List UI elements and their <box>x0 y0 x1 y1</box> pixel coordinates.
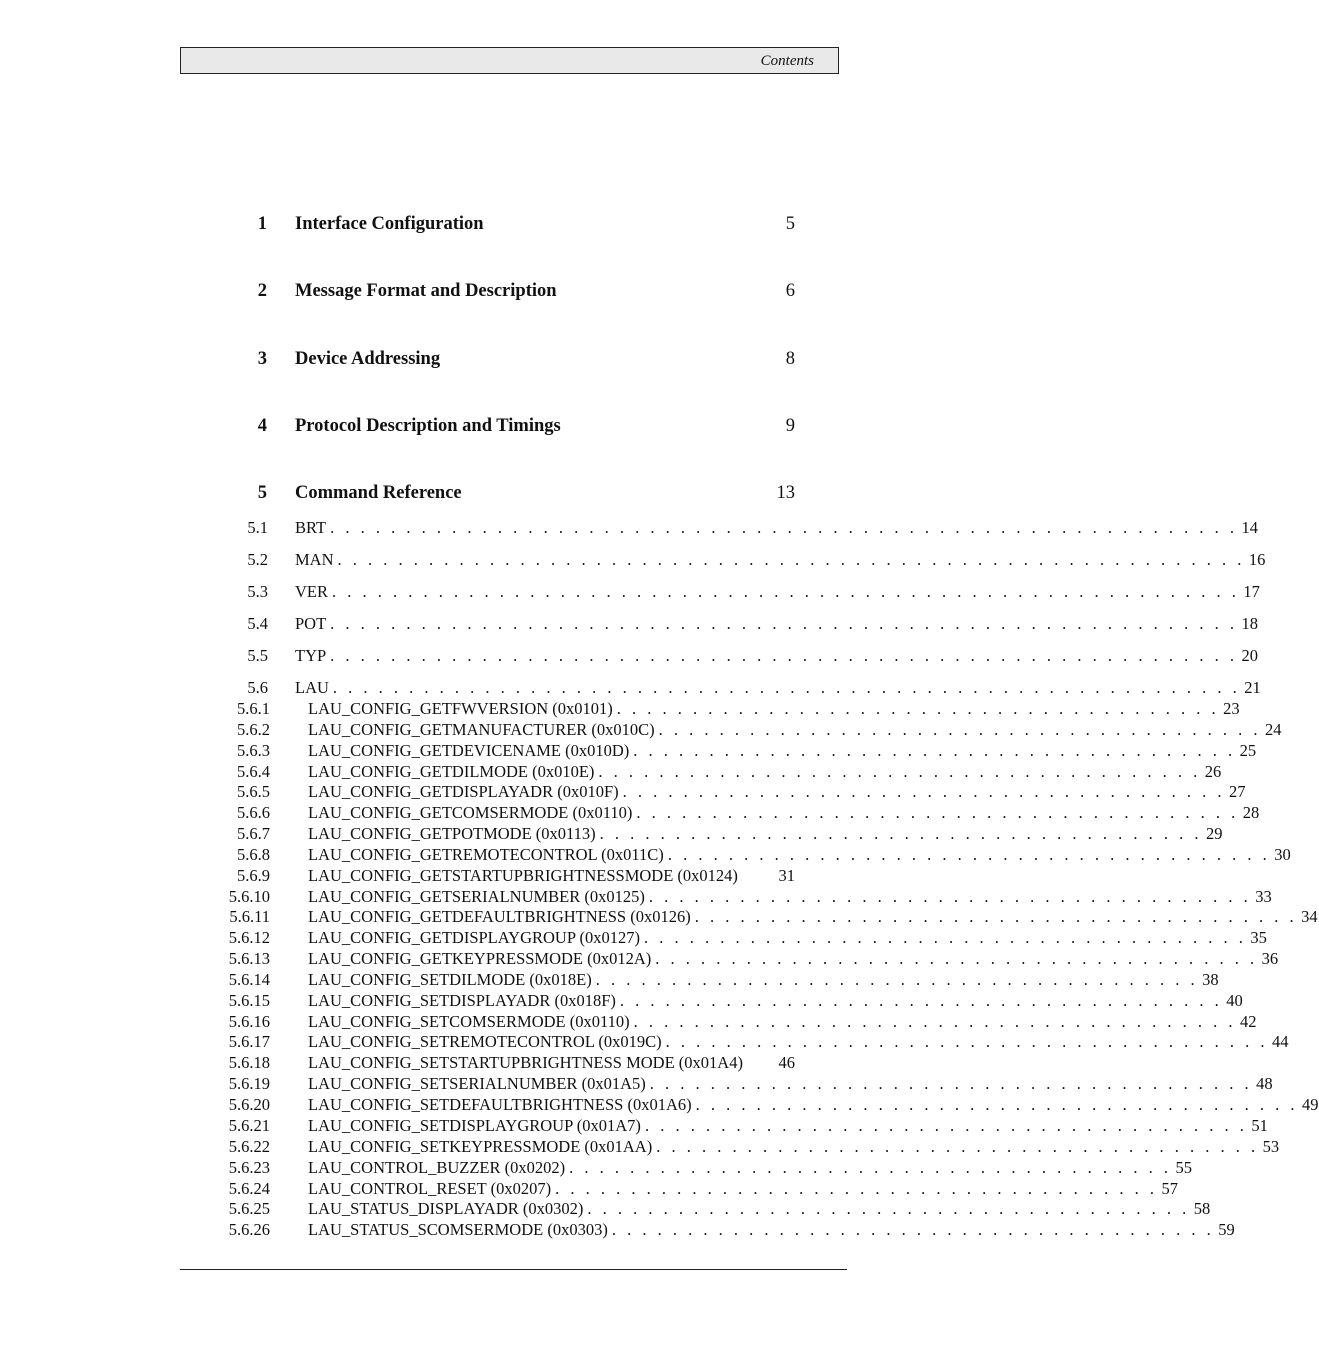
section-title: LAU <box>295 678 329 697</box>
toc-chapter[interactable] <box>0 483 954 509</box>
subsection-title: LAU_CONFIG_SETDILMODE (0x018E) <box>308 970 592 989</box>
toc-subsection[interactable] <box>0 1158 1192 1180</box>
subsection-number: 5.6.20 <box>228 1095 270 1114</box>
subsection-page: 28 <box>1242 803 1260 822</box>
toc-subsection[interactable] <box>0 741 1257 763</box>
dot-leader: . . . . . . . . . . . . . . . . . . . . . . . . . . . . . . . . . . . . . . . . <box>667 845 1271 864</box>
subsection-page: 40 <box>1226 991 1243 1010</box>
subsection-number: 5.6.3 <box>237 741 270 760</box>
section-title: VER <box>295 582 328 601</box>
section-page: 17 <box>1243 582 1260 601</box>
running-header-label: Contents <box>760 53 814 69</box>
dot-leader: . . . . . . . . . . . . . . . . . . . . . . . . . . . . . . . . . . . . . . . . <box>555 1179 1158 1198</box>
toc-section[interactable] <box>0 518 1258 540</box>
chapter-page: 8 <box>785 349 795 369</box>
section-number: 5.5 <box>247 646 268 665</box>
subsection-title: LAU_CONFIG_SETDEFAULTBRIGHTNESS (0x01A6) <box>308 1095 692 1114</box>
dot-leader: . . . . . . . . . . . . . . . . . . . . . . . . . . . . . . . . . . . . . . . . <box>611 1220 1215 1239</box>
section-page: 20 <box>1241 646 1259 665</box>
subsection-title: LAU_STATUS_SCOMSERMODE (0x0303) <box>308 1220 608 1239</box>
toc-subsection[interactable] <box>0 1199 1211 1221</box>
subsection-number: 5.6.16 <box>228 1012 270 1031</box>
toc-subsection[interactable] <box>0 762 1222 784</box>
chapter-number: 1 <box>257 214 267 234</box>
toc-subsection[interactable] <box>0 866 954 888</box>
toc-subsection[interactable] <box>0 1116 1268 1138</box>
subsection-title: LAU_CONTROL_BUZZER (0x0202) <box>308 1158 566 1177</box>
subsection-title: LAU_CONFIG_SETSERIALNUMBER (0x01A5) <box>308 1074 646 1093</box>
dot-leader: . . . . . . . . . . . . . . . . . . . . . . . . . . . . . . . . . . . . . . . . <box>649 1074 1253 1093</box>
subsection-title: LAU_CONFIG_SETDISPLAYADR (0x018F) <box>308 991 616 1010</box>
toc-section[interactable] <box>0 678 1261 700</box>
dot-leader: . . . . . . . . . . . . . . . . . . . . . . . . . . . . . . . . . . . . . . . . <box>636 803 1239 822</box>
subsection-page: 35 <box>1250 928 1267 947</box>
dot-leader <box>738 866 779 886</box>
subsection-number: 5.6.2 <box>237 720 270 739</box>
subsection-number: 5.6.5 <box>237 782 270 801</box>
subsection-title: LAU_CONFIG_SETSTARTUPBRIGHTNESS MODE (0x01A4) <box>308 1053 743 1072</box>
toc-section[interactable] <box>0 646 1259 668</box>
dot-leader: . . . . . . . . . . . . . . . . . . . . . . . . . . . . . . . . . . . . . . . . . . . . . . . . . . . . . . . . . . . . <box>330 614 1238 633</box>
dot-leader: . . . . . . . . . . . . . . . . . . . . . . . . . . . . . . . . . . . . . . . . <box>587 1199 1190 1218</box>
chapter-page: 6 <box>785 281 795 301</box>
subsection-title: LAU_CONFIG_SETCOMSERMODE (0x0110) <box>308 1012 630 1031</box>
toc-subsection[interactable] <box>0 1012 1257 1034</box>
subsection-page: 29 <box>1206 824 1223 843</box>
chapter-page: 9 <box>785 416 795 436</box>
section-number: 5.2 <box>247 550 268 569</box>
toc-subsection[interactable] <box>0 1032 1289 1054</box>
section-title: POT <box>295 614 327 633</box>
dot-leader: . . . . . . . . . . . . . . . . . . . . . . . . . . . . . . . . . . . . . . . . <box>644 1116 1248 1135</box>
toc-subsection[interactable] <box>0 1095 1319 1117</box>
subsection-number: 5.6.17 <box>228 1032 270 1051</box>
dot-leader: . . . . . . . . . . . . . . . . . . . . . . . . . . . . . . . . . . . . . . . . . . . . . . . . . . . . . . . . . . . . <box>332 678 1241 697</box>
subsection-number: 5.6.9 <box>237 866 270 885</box>
chapter-title: Message Format and Description <box>295 281 557 301</box>
subsection-page: 53 <box>1262 1137 1280 1156</box>
section-number: 5.6 <box>247 678 268 697</box>
dot-leader: . . . . . . . . . . . . . . . . . . . . . . . . . . . . . . . . . . . . . . . . <box>598 762 1201 781</box>
toc-subsection[interactable] <box>0 1179 1178 1201</box>
subsection-page: 42 <box>1239 1012 1257 1031</box>
toc-section[interactable] <box>0 582 1260 604</box>
subsection-page: 51 <box>1251 1116 1268 1135</box>
chapter-number: 4 <box>257 416 267 436</box>
subsection-title: LAU_CONFIG_GETSTARTUPBRIGHTNESSMODE (0x0124) <box>308 866 738 885</box>
subsection-number: 5.6.26 <box>228 1220 270 1239</box>
toc-chapter[interactable] <box>0 416 954 442</box>
toc-chapter[interactable] <box>0 281 954 307</box>
dot-leader: . . . . . . . . . . . . . . . . . . . . . . . . . . . . . . . . . . . . . . . . <box>633 1012 1236 1031</box>
toc-subsection[interactable] <box>0 699 1240 721</box>
subsection-number: 5.6.14 <box>228 970 270 989</box>
subsection-number: 5.6.13 <box>228 949 270 968</box>
dot-leader: . . . . . . . . . . . . . . . . . . . . . . . . . . . . . . . . . . . . . . . . <box>595 970 1199 989</box>
subsection-page: 38 <box>1202 970 1219 989</box>
toc-subsection[interactable] <box>0 949 1279 971</box>
toc-chapter[interactable] <box>0 214 954 240</box>
dot-leader <box>743 1053 779 1073</box>
chapter-title: Device Addressing <box>295 349 441 369</box>
subsection-page: 31 <box>778 866 795 885</box>
subsection-title: LAU_CONFIG_GETDISPLAYADR (0x010F) <box>308 782 619 801</box>
toc-subsection[interactable] <box>0 1053 954 1075</box>
subsection-number: 5.6.23 <box>228 1158 270 1177</box>
section-page: 14 <box>1241 518 1258 537</box>
subsection-page: 59 <box>1218 1220 1235 1239</box>
subsection-title: LAU_CONFIG_SETDISPLAYGROUP (0x01A7) <box>308 1116 641 1135</box>
subsection-title: LAU_CONFIG_GETCOMSERMODE (0x0110) <box>308 803 633 822</box>
dot-leader: . . . . . . . . . . . . . . . . . . . . . . . . . . . . . . . . . . . . . . . . <box>633 741 1236 760</box>
subsection-number: 5.6.22 <box>228 1137 270 1156</box>
subsection-title: LAU_CONFIG_GETDEFAULTBRIGHTNESS (0x0126) <box>308 907 691 926</box>
subsection-page: 26 <box>1204 762 1222 781</box>
subsection-page: 36 <box>1261 949 1279 968</box>
subsection-number: 5.6.24 <box>228 1179 270 1198</box>
toc-section[interactable] <box>0 614 1259 636</box>
subsection-title: LAU_CONFIG_GETDILMODE (0x010E) <box>308 762 595 781</box>
subsection-page: 24 <box>1265 720 1282 739</box>
dot-leader: . . . . . . . . . . . . . . . . . . . . . . . . . . . . . . . . . . . . . . . . <box>619 991 1223 1010</box>
subsection-title: LAU_CONFIG_SETKEYPRESSMODE (0x01AA) <box>308 1137 653 1156</box>
dot-leader: . . . . . . . . . . . . . . . . . . . . . . . . . . . . . . . . . . . . . . . . . . . . . . . . . . . . . . . . . . . . <box>330 646 1238 665</box>
subsection-number: 5.6.12 <box>228 928 270 947</box>
subsection-page: 34 <box>1301 907 1318 926</box>
dot-leader: . . . . . . . . . . . . . . . . . . . . . . . . . . . . . . . . . . . . . . . . <box>648 887 1252 906</box>
chapter-number: 2 <box>257 281 267 301</box>
subsection-page: 46 <box>778 1053 795 1072</box>
subsection-title: LAU_CONTROL_RESET (0x0207) <box>308 1179 552 1198</box>
dot-leader: . . . . . . . . . . . . . . . . . . . . . . . . . . . . . . . . . . . . . . . . <box>655 949 1258 968</box>
section-number: 5.1 <box>247 518 268 537</box>
subsection-number: 5.6.1 <box>237 699 270 718</box>
toc-subsection[interactable] <box>0 720 1282 742</box>
toc-section[interactable] <box>0 550 1266 572</box>
subsection-number: 5.6.10 <box>228 887 270 906</box>
dot-leader: . . . . . . . . . . . . . . . . . . . . . . . . . . . . . . . . . . . . . . . . <box>694 907 1298 926</box>
subsection-page: 30 <box>1274 845 1291 864</box>
section-number: 5.4 <box>247 614 268 633</box>
section-title: TYP <box>295 646 327 665</box>
subsection-title: LAU_CONFIG_GETKEYPRESSMODE (0x012A) <box>308 949 652 968</box>
toc-subsection[interactable] <box>0 1137 1280 1159</box>
section-title: BRT <box>295 518 327 537</box>
subsection-title: LAU_CONFIG_GETFWVERSION (0x0101) <box>308 699 613 718</box>
section-number: 5.3 <box>247 582 268 601</box>
toc-subsection[interactable] <box>0 887 1272 909</box>
toc-subsection[interactable] <box>0 1074 1273 1096</box>
subsection-number: 5.6.19 <box>228 1074 270 1093</box>
subsection-title: LAU_CONFIG_GETSERIALNUMBER (0x0125) <box>308 887 645 906</box>
toc-subsection[interactable] <box>0 970 1219 992</box>
subsection-page: 27 <box>1229 782 1246 801</box>
subsection-number: 5.6.4 <box>237 762 270 781</box>
subsection-page: 25 <box>1239 741 1257 760</box>
toc-subsection[interactable] <box>0 1220 1235 1242</box>
subsection-number: 5.6.8 <box>237 845 270 864</box>
dot-leader: . . . . . . . . . . . . . . . . . . . . . . . . . . . . . . . . . . . . . . . . <box>622 782 1225 801</box>
toc-subsection[interactable] <box>0 907 1318 929</box>
chapter-number: 5 <box>257 483 267 503</box>
dot-leader: . . . . . . . . . . . . . . . . . . . . . . . . . . . . . . . . . . . . . . . . <box>658 720 1262 739</box>
chapter-title: Protocol Description and Timings <box>295 416 561 436</box>
section-title: MAN <box>295 550 334 569</box>
toc-subsection[interactable] <box>0 928 1267 950</box>
section-page: 21 <box>1244 678 1261 697</box>
subsection-title: LAU_STATUS_DISPLAYADR (0x0302) <box>308 1199 584 1218</box>
subsection-number: 5.6.6 <box>237 803 270 822</box>
subsection-title: LAU_CONFIG_SETREMOTECONTROL (0x019C) <box>308 1032 662 1051</box>
subsection-title: LAU_CONFIG_GETDEVICENAME (0x010D) <box>308 741 630 760</box>
subsection-page: 49 <box>1302 1095 1319 1114</box>
dot-leader: . . . . . . . . . . . . . . . . . . . . . . . . . . . . . . . . . . . . . . . . <box>569 1158 1172 1177</box>
toc-subsection[interactable] <box>0 845 1291 867</box>
dot-leader: . . . . . . . . . . . . . . . . . . . . . . . . . . . . . . . . . . . . . . . . <box>644 928 1247 947</box>
subsection-page: 57 <box>1161 1179 1178 1198</box>
subsection-title: LAU_CONFIG_GETPOTMODE (0x0113) <box>308 824 596 843</box>
chapter-title: Command Reference <box>295 483 462 503</box>
toc-chapter[interactable] <box>0 349 954 375</box>
dot-leader: . . . . . . . . . . . . . . . . . . . . . . . . . . . . . . . . . . . . . . . . <box>665 1032 1269 1051</box>
subsection-number: 5.6.15 <box>228 991 270 1010</box>
dot-leader: . . . . . . . . . . . . . . . . . . . . . . . . . . . . . . . . . . . . . . . . <box>656 1137 1259 1156</box>
chapter-number: 3 <box>257 349 267 369</box>
dot-leader: . . . . . . . . . . . . . . . . . . . . . . . . . . . . . . . . . . . . . . . . <box>616 699 1220 718</box>
dot-leader: . . . . . . . . . . . . . . . . . . . . . . . . . . . . . . . . . . . . . . . . <box>599 824 1203 843</box>
subsection-number: 5.6.21 <box>228 1116 270 1135</box>
subsection-number: 5.6.25 <box>228 1199 270 1218</box>
chapter-page: 13 <box>776 483 795 503</box>
subsection-title: LAU_CONFIG_GETMANUFACTURER (0x010C) <box>308 720 655 739</box>
subsection-number: 5.6.11 <box>229 907 270 926</box>
chapter-title: Interface Configuration <box>295 214 484 234</box>
dot-leader: . . . . . . . . . . . . . . . . . . . . . . . . . . . . . . . . . . . . . . . . . . . . . . . . . . . . . . . . . . . . <box>330 518 1238 537</box>
subsection-page: 23 <box>1223 699 1240 718</box>
subsection-page: 48 <box>1256 1074 1273 1093</box>
dot-leader: . . . . . . . . . . . . . . . . . . . . . . . . . . . . . . . . . . . . . . . . . . . . . . . . . . . . . . . . . . . . <box>337 550 1245 569</box>
toc-subsection[interactable] <box>0 803 1260 825</box>
subsection-title: LAU_CONFIG_GETDISPLAYGROUP (0x0127) <box>308 928 640 947</box>
dot-leader: . . . . . . . . . . . . . . . . . . . . . . . . . . . . . . . . . . . . . . . . . . . . . . . . . . . . . . . . . . . . <box>332 582 1240 601</box>
subsection-page: 44 <box>1272 1032 1289 1051</box>
running-header <box>180 47 839 74</box>
toc-subsection[interactable] <box>0 991 1243 1013</box>
toc-subsection[interactable] <box>0 824 1223 846</box>
footer-rule <box>180 1269 847 1270</box>
section-page: 18 <box>1241 614 1259 633</box>
subsection-number: 5.6.18 <box>228 1053 270 1072</box>
dot-leader: . . . . . . . . . . . . . . . . . . . . . . . . . . . . . . . . . . . . . . . . <box>695 1095 1299 1114</box>
section-page: 16 <box>1248 550 1266 569</box>
subsection-page: 58 <box>1193 1199 1211 1218</box>
subsection-number: 5.6.7 <box>237 824 270 843</box>
toc-subsection[interactable] <box>0 782 1246 804</box>
subsection-page: 33 <box>1255 887 1272 906</box>
subsection-title: LAU_CONFIG_GETREMOTECONTROL (0x011C) <box>308 845 664 864</box>
chapter-page: 5 <box>785 214 795 234</box>
subsection-page: 55 <box>1175 1158 1192 1177</box>
